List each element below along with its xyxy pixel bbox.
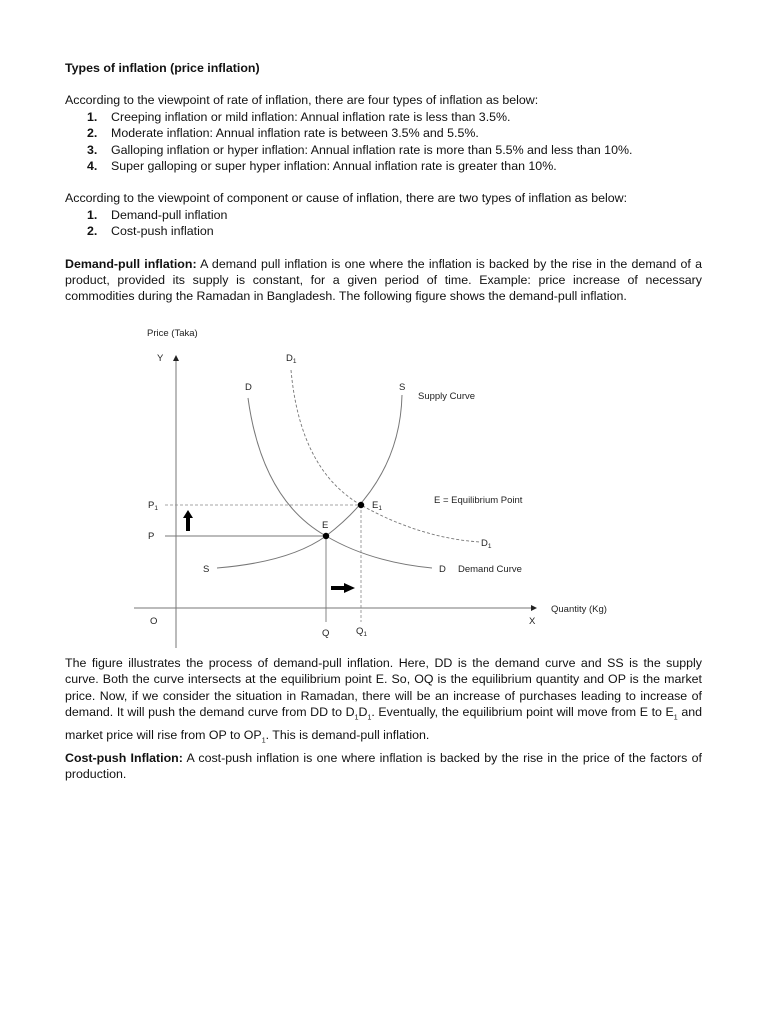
svg-text:S: S <box>203 564 210 575</box>
svg-text:E = Equilibrium Point: E = Equilibrium Point <box>434 495 523 506</box>
demand-pull-paragraph: Demand-pull inflation: A demand pull inflation is one where the inflation is backed by the rise in the demand of a product, provided its supply is constant, for a given period of time. Example: price increase of necessary commodities during the Ramadan in Bangladesh. The following figure shows the demand-pull inflation. <box>65 256 702 304</box>
svg-text:D: D <box>439 564 446 575</box>
svg-text:P: P <box>148 531 155 542</box>
rate-types-list <box>65 109 702 175</box>
svg-text:S: S <box>399 382 406 393</box>
document-page <box>65 60 702 783</box>
svg-text:O: O <box>150 616 158 627</box>
svg-text:D: D <box>245 382 252 393</box>
document-title: Types of inflation (price inflation) <box>65 61 260 75</box>
svg-text:E: E <box>322 520 329 531</box>
list-item: 2. Cost-push inflation <box>87 224 214 239</box>
figure-spacer <box>65 305 702 655</box>
cause-types-list <box>65 207 702 240</box>
svg-text:Supply Curve: Supply Curve <box>418 391 476 402</box>
svg-text:Quantity (Kg): Quantity (Kg) <box>551 604 607 615</box>
list-item: 1. Demand-pull inflation <box>87 207 228 222</box>
svg-text:Q1: $Q_1$ <box>356 626 368 638</box>
cause-intro: According to the viewpoint of component or cause of inflation, there are two types of inflation as below: <box>65 191 628 206</box>
svg-text:Y: Y <box>157 353 164 364</box>
list-item: 4. Super galloping or super hyper inflation: Annual inflation rate is greater than 10%. <box>87 159 557 174</box>
svg-text:X: X <box>529 616 536 627</box>
cost-push-paragraph: Cost-push Inflation: A cost-push inflation is one where inflation is backed by the rise in the price of the factors of production. <box>65 750 702 782</box>
svg-text:E1: $E_1$ <box>372 500 382 512</box>
svg-text:Demand Curve: Demand Curve <box>458 564 522 575</box>
list-item: 2. Moderate inflation: Annual inflation rate is between 3.5% and 5.5%. <box>87 126 479 141</box>
svg-text:P1: $P_1$ <box>148 500 158 512</box>
rate-intro: According to the viewpoint of rate of inflation, there are four types of inflation as below: <box>65 93 539 108</box>
svg-text:Price (Taka): Price (Taka) <box>147 328 198 339</box>
svg-text:D1: $D_1$ <box>481 538 492 550</box>
explanation-paragraph: The figure illustrates the process of demand-pull inflation. Here, DD is the demand curve and SS is the supply curve. Both the curve intersects at the equilibrium point E. So, OQ is the equilibrium quantity and OP is the market price. Now, if we consider the situation in Ramadan, there will be an increase of purchases leading to increase of demand. It will push the demand curve from DD to $D_1D_1$. Eventually, the equilibrium point will move from E to $E_1$ and market price will rise from OP to $OP_1$. This is demand-pull inflation. <box>65 655 702 745</box>
list-item: 3. Galloping inflation or hyper inflation: Annual inflation rate is more than 5.5% and less than 10%. <box>87 142 633 157</box>
list-item: 1. Creeping inflation or mild inflation: Annual inflation rate is less than 3.5%. <box>87 109 511 124</box>
svg-text:Q: Q <box>322 628 330 639</box>
svg-text:D1: $D_1$ <box>286 353 297 365</box>
